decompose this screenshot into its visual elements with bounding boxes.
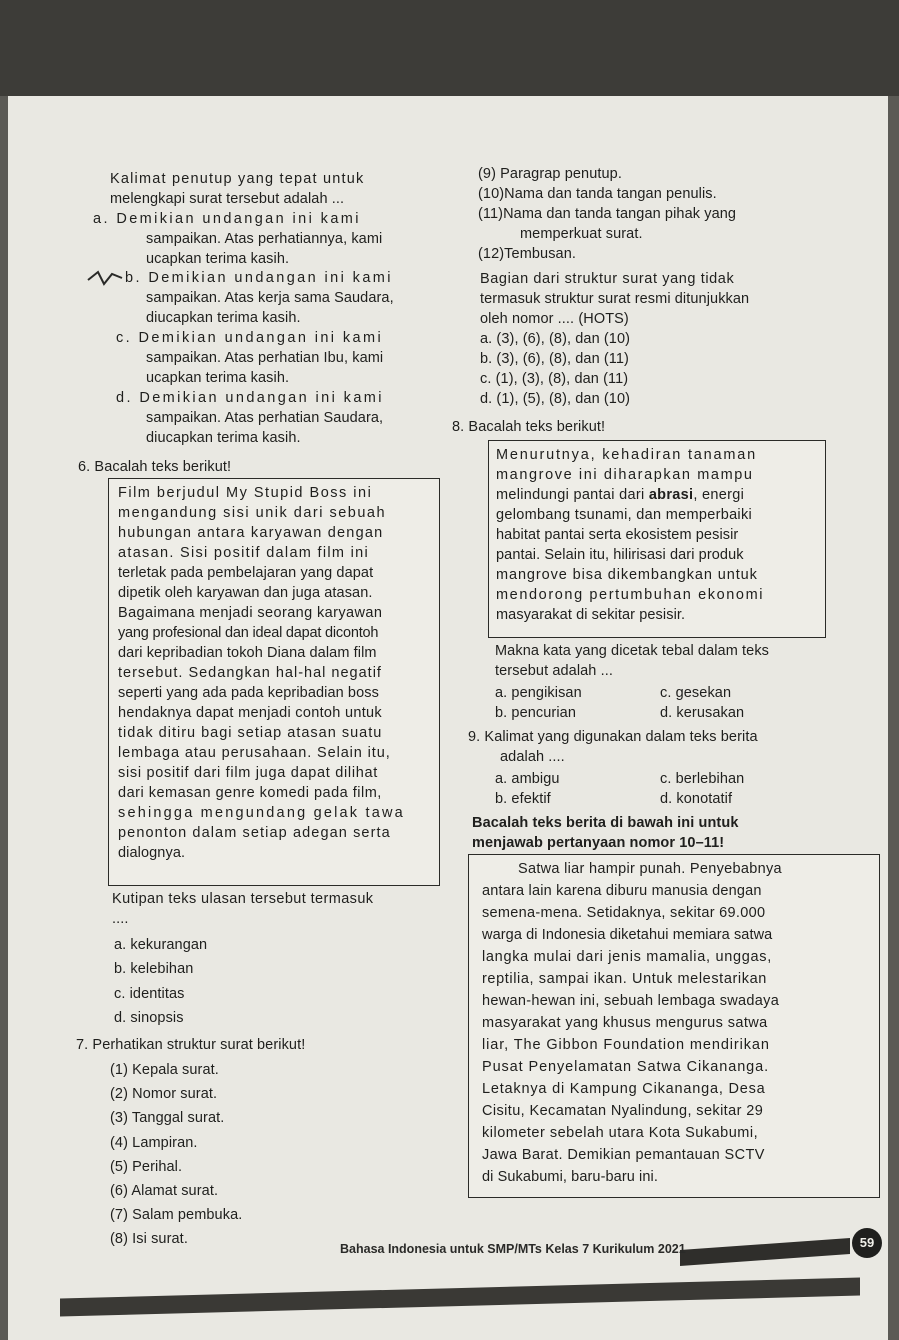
q6-question: ....	[112, 911, 129, 927]
passage-line: mendorong pertumbuhan ekonomi	[496, 587, 765, 603]
passage-line: dipetik oleh karyawan dan juga atasan.	[118, 585, 373, 601]
passage-line: Menurutnya, kehadiran tanaman	[496, 447, 757, 463]
q6-option-d: d. sinopsis	[114, 1010, 184, 1026]
q7-item: (2) Nomor surat.	[110, 1086, 218, 1102]
q7-option-c: c. (1), (3), (8), dan (11)	[480, 371, 629, 387]
passage-line: masyarakat di sekitar pesisir.	[496, 607, 686, 623]
passage-line: melindungi pantai dari abrasi, energi	[496, 487, 745, 503]
q7-option-a: a. (3), (6), (8), dan (10)	[480, 331, 631, 347]
q6-title: 6. Bacalah teks berikut!	[78, 459, 232, 475]
q9-question: 9. Kalimat yang digunakan dalam teks berita	[468, 729, 758, 745]
passage-line: sehingga mengundang gelak tawa	[118, 805, 405, 821]
passage-line: yang profesional dan ideal dapat dicontoh	[118, 625, 379, 641]
q7-item: (5) Perihal.	[110, 1159, 183, 1175]
q7-question: Bagian dari struktur surat yang tidak	[480, 271, 735, 287]
q5-option-c: c. Demikian undangan ini kami	[116, 330, 384, 346]
q5-line: ucapkan terima kasih.	[146, 251, 290, 267]
q7-question: oleh nomor .... (HOTS)	[480, 311, 629, 327]
q9-option-d: d. konotatif	[660, 791, 733, 807]
book-title: Bahasa Indonesia untuk SMP/MTs Kelas 7 Kurikulum 2021	[340, 1242, 686, 1256]
passage-line: Pusat Penyelamatan Satwa Cikananga.	[482, 1059, 770, 1075]
passage-line: Film berjudul My Stupid Boss ini	[118, 485, 373, 501]
passage-line: warga di Indonesia diketahui memiara satwa	[482, 927, 773, 943]
q9-option-b: b. efektif	[495, 791, 551, 807]
passage-line: sisi positif dari film juga dapat dilihat	[118, 765, 379, 781]
q8-option-b: b. pencurian	[495, 705, 577, 721]
q8-question: tersebut adalah ...	[495, 663, 613, 679]
q5-line: diucapkan terima kasih.	[146, 310, 301, 326]
q5-line: melengkapi surat tersebut adalah ...	[110, 191, 345, 207]
q7-item: (3) Tanggal surat.	[110, 1110, 225, 1126]
q7-item: (8) Isi surat.	[110, 1231, 188, 1247]
background-top	[0, 0, 899, 96]
passage-line: langka mulai dari jenis mamalia, unggas,	[482, 949, 772, 965]
q7-item: (12)Tembusan.	[478, 246, 577, 262]
passage-line: pantai. Selain itu, hilirisasi dari produk	[496, 547, 744, 563]
q6-option-c: c. identitas	[114, 986, 185, 1002]
instruction-text: menjawab pertanyaan nomor 10–11!	[472, 835, 725, 851]
q6-option-a: a. kekurangan	[114, 937, 208, 953]
q7-item: (10)Nama dan tanda tangan penulis.	[478, 186, 717, 202]
q5-line: sampaikan. Atas perhatian Ibu, kami	[146, 350, 384, 366]
passage-line: Cisitu, Kecamatan Nyalindung, sekitar 29	[482, 1103, 764, 1119]
passage-line: liar, The Gibbon Foundation mendirikan	[482, 1037, 770, 1053]
q7-question: termasuk struktur surat resmi ditunjukkan	[480, 291, 750, 307]
q8-option-d: d. kerusakan	[660, 705, 745, 721]
passage-line: gelombang tsunami, dan memperbaiki	[496, 507, 753, 523]
q7-item: (7) Salam pembuka.	[110, 1207, 243, 1223]
q9-option-a: a. ambigu	[495, 771, 560, 787]
q5-line: sampaikan. Atas perhatian Saudara,	[146, 410, 384, 426]
q9-option-c: c. berlebihan	[660, 771, 745, 787]
q5-line: ucapkan terima kasih.	[146, 370, 290, 386]
passage-line: penonton dalam setiap adegan serta	[118, 825, 391, 841]
q5-option-d: d. Demikian undangan ini kami	[116, 390, 384, 406]
passage-line: Satwa liar hampir punah. Penyebabnya	[518, 861, 782, 877]
q7-title: 7. Perhatikan struktur surat berikut!	[76, 1037, 306, 1053]
q7-item: memperkuat surat.	[520, 226, 643, 242]
passage-line: hubungan antara karyawan dengan	[118, 525, 384, 541]
passage-line: masyarakat yang khusus mengurus satwa	[482, 1015, 768, 1031]
passage-line: kilometer sebelah utara Kota Sukabumi,	[482, 1125, 759, 1141]
passage-line: hendaknya dapat menjadi contoh untuk	[118, 705, 382, 721]
passage-line: seperti yang ada pada kepribadian boss	[118, 685, 379, 701]
q8-question: Makna kata yang dicetak tebal dalam teks	[495, 643, 770, 659]
q5-line: diucapkan terima kasih.	[146, 430, 301, 446]
passage-line: tidak ditiru bagi setiap atasan suatu	[118, 725, 383, 741]
q5-option-a: a. Demikian undangan ini kami	[93, 211, 361, 227]
q7-item: (4) Lampiran.	[110, 1135, 198, 1151]
passage-line: lembaga atau perusahaan. Selain itu,	[118, 745, 391, 761]
passage-line: terletak pada pembelajaran yang dapat	[118, 565, 374, 581]
q5-line: sampaikan. Atas perhatiannya, kami	[146, 231, 383, 247]
q5-line: sampaikan. Atas kerja sama Saudara,	[146, 290, 394, 306]
passage-line: hewan-hewan ini, sebuah lembaga swadaya	[482, 993, 780, 1009]
passage-line: dari kepribadian tokoh Diana dalam film	[118, 645, 377, 661]
passage-line: Bagaimana menjadi seorang karyawan	[118, 605, 383, 621]
passage-line: mengandung sisi unik dari sebuah	[118, 505, 387, 521]
q6-question: Kutipan teks ulasan tersebut termasuk	[112, 891, 374, 907]
q7-option-d: d. (1), (5), (8), dan (10)	[480, 391, 631, 407]
passage-line: dari kemasan genre komedi pada film,	[118, 785, 382, 801]
q7-item: (6) Alamat surat.	[110, 1183, 219, 1199]
passage-line: Jawa Barat. Demikian pemantauan SCTV	[482, 1147, 765, 1163]
q7-item: (11)Nama dan tanda tangan pihak yang	[478, 206, 737, 222]
passage-line: di Sukabumi, baru-baru ini.	[482, 1169, 658, 1185]
passage-line: semena-mena. Setidaknya, sekitar 69.000	[482, 905, 766, 921]
q7-item: (9) Paragrap penutup.	[478, 166, 622, 182]
q5-line: Kalimat penutup yang tepat untuk	[110, 171, 365, 187]
q8-title: 8. Bacalah teks berikut!	[452, 419, 606, 435]
instruction-text: Bacalah teks berita di bawah ini untuk	[472, 815, 739, 831]
q6-option-b: b. kelebihan	[114, 961, 194, 977]
passage-line: habitat pantai serta ekosistem pesisir	[496, 527, 739, 543]
q5-option-b: b. Demikian undangan ini kami	[125, 270, 393, 286]
q8-option-a: a. pengikisan	[495, 685, 582, 701]
passage-line: mangrove bisa dikembangkan untuk	[496, 567, 758, 583]
passage-line: Letaknya di Kampung Cikananga, Desa	[482, 1081, 766, 1097]
passage-line: atasan. Sisi positif dalam film ini	[118, 545, 369, 561]
passage-line: reptilia, sampai ikan. Untuk melestarikan	[482, 971, 767, 987]
passage-line: mangrove ini diharapkan mampu	[496, 467, 754, 483]
passage-line: antara lain karena diburu manusia dengan	[482, 883, 762, 899]
q9-question: adalah ....	[500, 749, 565, 765]
page-number: 59	[852, 1228, 882, 1258]
pen-mark-icon	[84, 268, 126, 290]
passage-line: dialognya.	[118, 845, 186, 861]
passage-line: tersebut. Sedangkan hal-hal negatif	[118, 665, 382, 681]
q7-option-b: b. (3), (6), (8), dan (11)	[480, 351, 629, 367]
q8-option-c: c. gesekan	[660, 685, 732, 701]
q7-item: (1) Kepala surat.	[110, 1062, 219, 1078]
